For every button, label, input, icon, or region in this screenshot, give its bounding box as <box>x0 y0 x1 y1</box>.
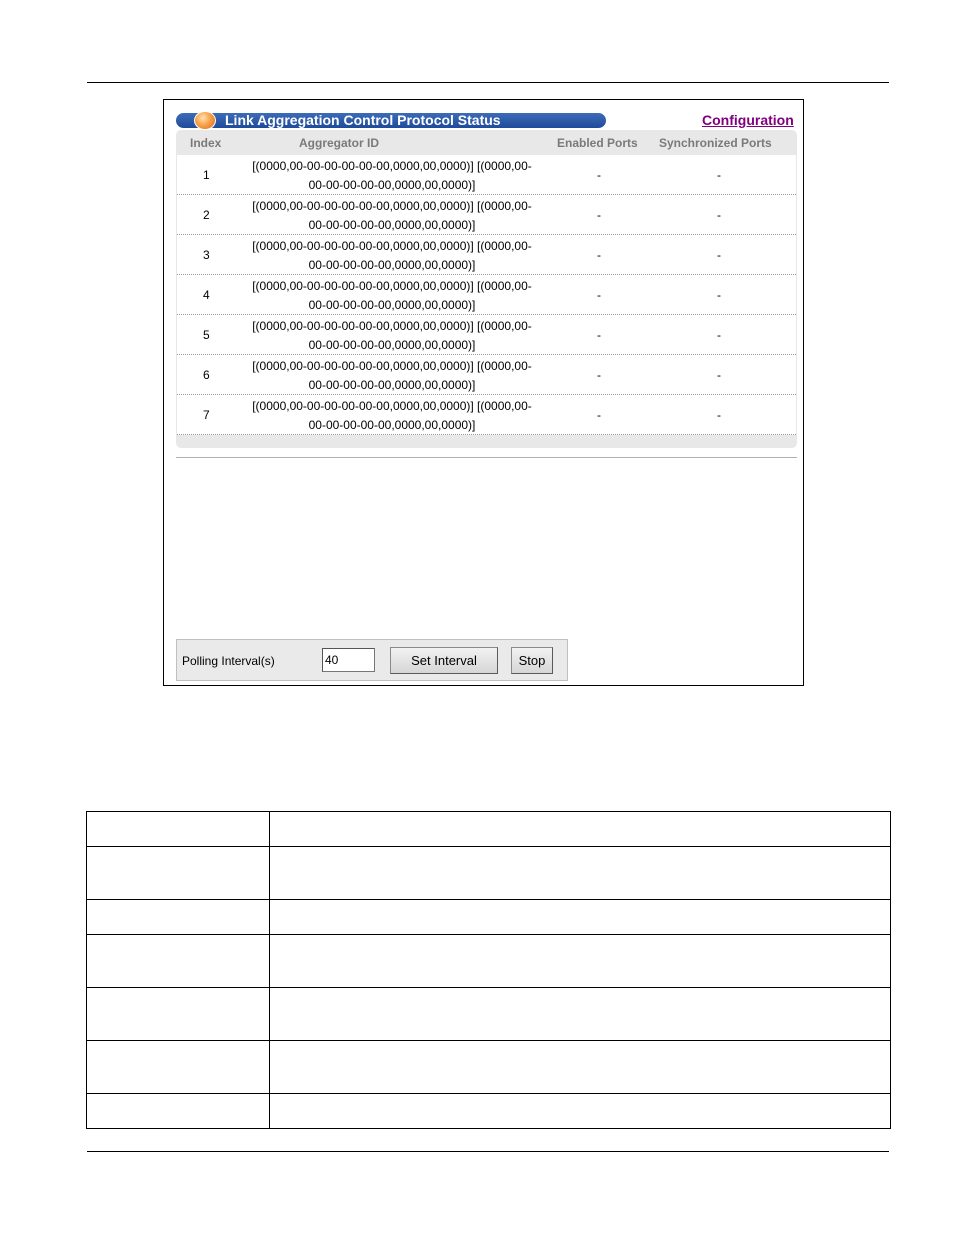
table-header <box>176 130 797 155</box>
row-aggregator-id <box>229 157 555 195</box>
lacp-status-table <box>176 130 797 448</box>
table-row <box>177 155 796 195</box>
table-cell <box>87 988 270 1041</box>
row-index: 1 <box>203 168 210 182</box>
set-interval-button[interactable]: Set Interval <box>390 647 498 674</box>
table-body <box>177 155 796 435</box>
table-row <box>87 935 891 988</box>
row-aggregator-id <box>229 197 555 235</box>
table-row <box>177 195 796 235</box>
row-aggregator-id <box>229 237 555 275</box>
aggregator-id-line-1: [(0000,00-00-00-00-00-00,0000,00,0000)] [(0000,00- <box>252 359 532 373</box>
table-cell <box>270 1041 891 1094</box>
row-aggregator-id <box>229 397 555 435</box>
table-row <box>177 395 796 435</box>
table-row <box>87 847 891 900</box>
aggregator-id-line-2: 00-00-00-00-00,0000,00,0000)] <box>308 418 476 432</box>
table-row <box>177 275 796 315</box>
row-aggregator-id <box>229 357 555 395</box>
aggregator-id-line-1: [(0000,00-00-00-00-00-00,0000,00,0000)] [(0000,00- <box>252 399 532 413</box>
row-enabled-ports: - <box>597 368 601 382</box>
table-row <box>87 900 891 935</box>
row-enabled-ports: - <box>597 208 601 222</box>
table-row <box>87 1041 891 1094</box>
column-header-index: Index <box>190 136 222 150</box>
row-index: 5 <box>203 328 210 342</box>
aggregator-id-line-1: [(0000,00-00-00-00-00-00,0000,00,0000)] [(0000,00- <box>252 199 532 213</box>
aggregator-id-line-1: [(0000,00-00-00-00-00-00,0000,00,0000)] [(0000,00- <box>252 279 532 293</box>
row-synchronized-ports: - <box>717 368 721 382</box>
row-enabled-ports: - <box>597 248 601 262</box>
table-cell <box>87 812 270 847</box>
row-synchronized-ports: - <box>717 208 721 222</box>
table-cell <box>270 900 891 935</box>
row-enabled-ports: - <box>597 328 601 342</box>
polling-interval-input[interactable] <box>322 648 375 672</box>
header-rule <box>87 82 889 83</box>
configuration-link[interactable]: Configuration <box>702 112 794 128</box>
table-cell <box>270 1094 891 1129</box>
column-header-aggregator-id: Aggregator ID <box>299 136 380 150</box>
row-index: 2 <box>203 208 210 222</box>
table-cell <box>270 935 891 988</box>
row-enabled-ports: - <box>597 408 601 422</box>
field-description-table <box>86 811 891 1129</box>
aggregator-id-line-2: 00-00-00-00-00,0000,00,0000)] <box>308 218 476 232</box>
aggregator-id-line-2: 00-00-00-00-00,0000,00,0000)] <box>308 338 476 352</box>
table-cell <box>87 1041 270 1094</box>
aggregator-id-line-2: 00-00-00-00-00,0000,00,0000)] <box>308 378 476 392</box>
column-header-enabled-ports: Enabled Ports <box>557 136 638 150</box>
table-cell <box>270 988 891 1041</box>
aggregator-id-line-1: [(0000,00-00-00-00-00-00,0000,00,0000)] [(0000,00- <box>252 159 532 173</box>
table-row <box>87 812 891 847</box>
row-enabled-ports: - <box>597 288 601 302</box>
orb-icon <box>194 111 216 130</box>
table-row <box>177 315 796 355</box>
row-index: 7 <box>203 408 210 422</box>
table-cell <box>87 935 270 988</box>
table-cell <box>270 847 891 900</box>
row-aggregator-id <box>229 277 555 315</box>
row-synchronized-ports: - <box>717 408 721 422</box>
table-row <box>177 355 796 395</box>
row-synchronized-ports: - <box>717 288 721 302</box>
row-synchronized-ports: - <box>717 248 721 262</box>
table-cell <box>87 900 270 935</box>
column-header-synchronized-ports: Synchronized Ports <box>659 136 772 150</box>
aggregator-id-line-2: 00-00-00-00-00,0000,00,0000)] <box>308 298 476 312</box>
table-cell <box>87 847 270 900</box>
table-cell <box>270 812 891 847</box>
aggregator-id-line-1: [(0000,00-00-00-00-00-00,0000,00,0000)] [(0000,00- <box>252 239 532 253</box>
table-row <box>177 235 796 275</box>
footer-rule <box>87 1151 889 1152</box>
page-title: Link Aggregation Control Protocol Status <box>225 112 501 128</box>
table-row <box>87 1094 891 1129</box>
row-synchronized-ports: - <box>717 168 721 182</box>
polling-interval-label: Polling Interval(s) <box>182 654 275 668</box>
row-index: 4 <box>203 288 210 302</box>
title-bar <box>176 113 606 128</box>
row-index: 6 <box>203 368 210 382</box>
polling-controls <box>176 639 568 681</box>
row-enabled-ports: - <box>597 168 601 182</box>
aggregator-id-line-2: 00-00-00-00-00,0000,00,0000)] <box>308 258 476 272</box>
table-row <box>87 988 891 1041</box>
stop-button[interactable]: Stop <box>511 647 553 674</box>
row-index: 3 <box>203 248 210 262</box>
section-divider <box>176 457 797 459</box>
aggregator-id-line-1: [(0000,00-00-00-00-00-00,0000,00,0000)] [(0000,00- <box>252 319 532 333</box>
table-cell <box>87 1094 270 1129</box>
lacp-status-screenshot <box>163 99 804 686</box>
aggregator-id-line-2: 00-00-00-00-00,0000,00,0000)] <box>308 178 476 192</box>
row-synchronized-ports: - <box>717 328 721 342</box>
row-aggregator-id <box>229 317 555 355</box>
